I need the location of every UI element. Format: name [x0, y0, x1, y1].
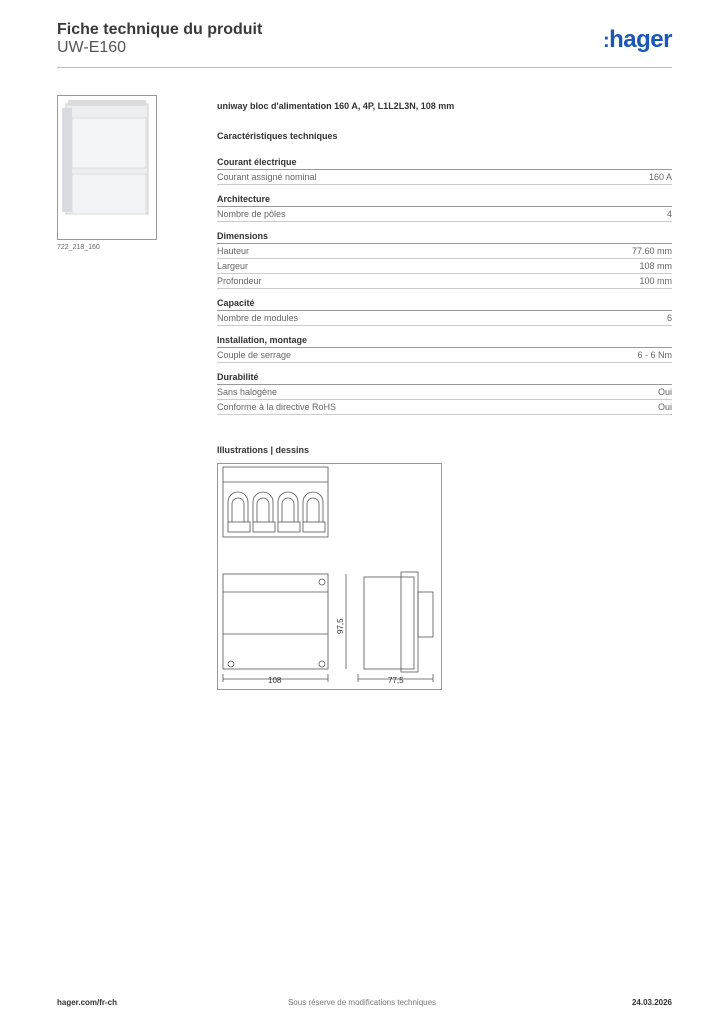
spec-row	[217, 259, 672, 274]
terminal-outline	[253, 492, 273, 522]
terminal-outline	[257, 498, 269, 522]
terminal-outline	[282, 498, 294, 522]
technical-drawing	[217, 463, 442, 690]
spec-label: Conforme à la directive RoHS	[217, 402, 337, 412]
terminal-outline	[278, 492, 298, 522]
dim-depth: 77,5	[388, 676, 404, 685]
terminal-outline	[228, 492, 248, 522]
spec-group-title: Architecture	[217, 194, 672, 207]
spec-row	[217, 385, 672, 400]
spec-group	[217, 372, 672, 415]
spec-row	[217, 400, 672, 415]
product-description: uniway bloc d'alimentation 160 A, 4P, L1L2L3N, 108 mm	[217, 101, 455, 111]
spec-group-title: Courant électrique	[217, 157, 672, 170]
spec-label: Hauteur	[217, 246, 250, 256]
spec-value: 108 mm	[639, 261, 672, 271]
terminal-block	[303, 522, 325, 532]
terminal-outline	[303, 492, 323, 522]
spec-label: Couple de serrage	[217, 350, 292, 360]
spec-group	[217, 335, 672, 363]
terminal-block	[228, 522, 250, 532]
specs-title: Caractéristiques techniques	[217, 131, 338, 141]
image-reference: 722_218_160	[57, 244, 100, 251]
dim-width: 108	[268, 676, 282, 685]
terminal-block	[278, 522, 300, 532]
spec-label: Nombre de modules	[217, 313, 299, 323]
product-image	[57, 95, 157, 240]
footer-website[interactable]: hager.com/fr-ch	[57, 998, 118, 1007]
spec-group-title: Durabilité	[217, 372, 672, 385]
spec-label: Profondeur	[217, 276, 262, 286]
dim-height: 97,5	[336, 618, 345, 634]
spec-row	[217, 274, 672, 289]
spec-value: 77.60 mm	[631, 246, 672, 256]
spec-group-title: Capacité	[217, 298, 672, 311]
illustrations-title: Illustrations | dessins	[217, 445, 310, 455]
spec-label: Largeur	[217, 261, 249, 271]
spec-value: 6	[666, 313, 672, 323]
spec-group	[217, 298, 672, 326]
spec-row	[217, 348, 672, 363]
footer-date: 24.03.2026	[631, 998, 672, 1007]
spec-value: 4	[666, 209, 672, 219]
spec-group	[217, 157, 672, 185]
terminal-outline	[307, 498, 319, 522]
spec-group-title: Installation, montage	[217, 335, 672, 348]
hager-logo: :hager	[602, 26, 672, 53]
spec-value: 100 mm	[639, 276, 672, 286]
spec-value: 6 - 6 Nm	[637, 350, 672, 360]
spec-group	[217, 231, 672, 289]
footer-disclaimer: Sous réserve de modifications techniques	[287, 998, 437, 1007]
spec-group	[217, 194, 672, 222]
spec-group-title: Dimensions	[217, 231, 672, 244]
spec-value: Oui	[657, 402, 672, 412]
header-divider	[57, 67, 672, 68]
product-code: UW-E160	[57, 39, 127, 56]
spec-value: 160 A	[648, 172, 672, 182]
terminal-outline	[232, 498, 244, 522]
spec-label: Nombre de pôles	[217, 209, 286, 219]
spec-row	[217, 244, 672, 259]
spec-row	[217, 311, 672, 326]
spec-label: Sans halogène	[217, 387, 278, 397]
spec-value: Oui	[657, 387, 672, 397]
specs-table	[217, 157, 672, 424]
spec-row	[217, 207, 672, 222]
page-title: Fiche technique du produit	[57, 21, 263, 38]
spec-label: Courant assigné nominal	[217, 172, 317, 182]
terminal-block	[253, 522, 275, 532]
spec-row	[217, 170, 672, 185]
